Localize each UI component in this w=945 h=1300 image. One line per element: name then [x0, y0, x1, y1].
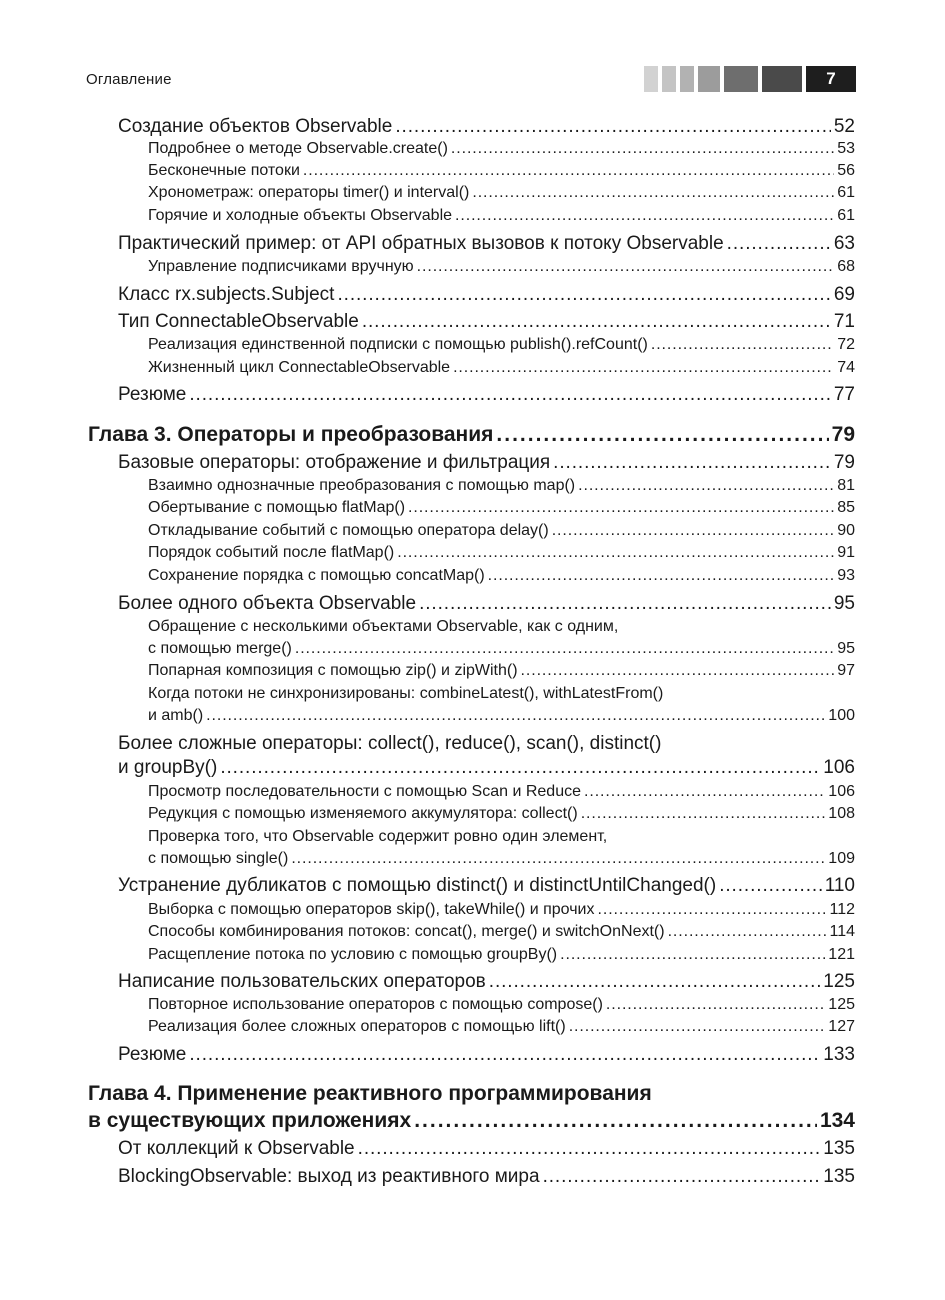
toc-entry: Откладывание событий с помощью оператора delay() ..... 90 [148, 522, 855, 540]
toc-entry: Обертывание с помощью flatMap() ..... 85 [148, 499, 855, 517]
toc-entry: Порядок событий после flatMap() ..... 91 [148, 544, 855, 562]
toc-entry: Создание объектов Observable ..... 52 [118, 116, 855, 138]
toc-entry: Выборка с помощью операторов skip(), takeWhile() и прочих ..... 112 [148, 901, 855, 919]
toc-entry: Хронометраж: операторы timer() и interval() ..... 61 [148, 184, 855, 202]
bar-block [644, 66, 658, 92]
toc-entry: Класс rx.subjects.Subject ..... 69 [118, 284, 855, 306]
toc-entry: От коллекций к Observable ..... 135 [118, 1138, 855, 1160]
bar-block [698, 66, 720, 92]
page-number: 7 [806, 66, 856, 92]
toc-entry: Базовые операторы: отображение и фильтрация ..... 79 [118, 452, 855, 474]
toc-entry-line: Когда потоки не синхронизированы: combineLatest(), withLatestFrom() [148, 685, 664, 702]
toc-entry: Управление подписчиками вручную ..... 68 [148, 258, 855, 276]
toc-entry: с помощью single() ..... 109 [148, 850, 855, 868]
toc-entry: и groupBy() ..... 106 [118, 757, 855, 779]
toc-entry: Устранение дубликатов с помощью distinct() и distinctUntilChanged() ..... 110 [118, 875, 855, 897]
running-title: Оглавление [86, 71, 172, 88]
toc-entry: Более одного объекта Observable ..... 95 [118, 593, 855, 615]
toc-chapter-entry: Глава 3. Операторы и преобразования ..... 79 [88, 423, 855, 447]
header-decor-bar [640, 66, 856, 92]
bar-block [724, 66, 758, 92]
toc-entry: Реализация единственной подписки с помощью publish().refCount() ..... 72 [148, 336, 855, 354]
toc-entry: Сохранение порядка с помощью concatMap() ..... 93 [148, 567, 855, 585]
toc-entry-line: Более сложные операторы: collect(), reduce(), scan(), distinct() [118, 733, 662, 754]
toc-entry: Расщепление потока по условию с помощью groupBy() ..... 121 [148, 946, 855, 964]
toc-entry: Написание пользовательских операторов ..... 125 [118, 971, 855, 993]
toc-entry: с помощью merge() ..... 95 [148, 640, 855, 658]
toc-entry: Подробнее о методе Observable.create() ..... 53 [148, 140, 855, 158]
toc-entry: Практический пример: от API обратных вызовов к потоку Observable ..... 63 [118, 233, 855, 255]
toc-entry: и amb() ..... 100 [148, 707, 855, 725]
bar-block [680, 66, 694, 92]
toc-entry: Взаимно однозначные преобразования с помощью map() ..... 81 [148, 477, 855, 495]
toc-entry: BlockingObservable: выход из реактивного мира ..... 135 [118, 1166, 855, 1188]
toc-entry: Тип ConnectableObservable ..... 71 [118, 311, 855, 333]
bar-block [662, 66, 676, 92]
toc-entry: Редукция с помощью изменяемого аккумулятора: collect() ..... 108 [148, 805, 855, 823]
toc-entry: Способы комбинирования потоков: concat(), merge() и switchOnNext() ..... 114 [148, 923, 855, 941]
toc-entry: Горячие и холодные объекты Observable ..... 61 [148, 207, 855, 225]
toc-entry: Попарная композиция с помощью zip() и zipWith() ..... 97 [148, 662, 855, 680]
toc-chapter-line: Глава 4. Применение реактивного программирования [88, 1082, 652, 1105]
toc-entry-line: Проверка того, что Observable содержит ровно один элемент, [148, 828, 608, 845]
toc-entry: Бесконечные потоки ..... 56 [148, 162, 855, 180]
toc-entry: Повторное использование операторов с помощью compose() ..... 125 [148, 996, 855, 1014]
toc-entry: Резюме ..... 77 [118, 384, 855, 406]
bar-block [762, 66, 802, 92]
toc-entry: Резюме ..... 133 [118, 1044, 855, 1066]
toc-entry: Просмотр последовательности с помощью Scan и Reduce ..... 106 [148, 783, 855, 801]
running-header [86, 66, 856, 92]
toc-entry: Реализация более сложных операторов с помощью lift() ..... 127 [148, 1018, 855, 1036]
toc-entry: Жизненный цикл ConnectableObservable ..... 74 [148, 359, 855, 377]
toc-entry-line: Обращение с несколькими объектами Observable, как с одним, [148, 618, 619, 635]
toc-chapter-entry: в существующих приложениях ..... 134 [88, 1109, 855, 1133]
